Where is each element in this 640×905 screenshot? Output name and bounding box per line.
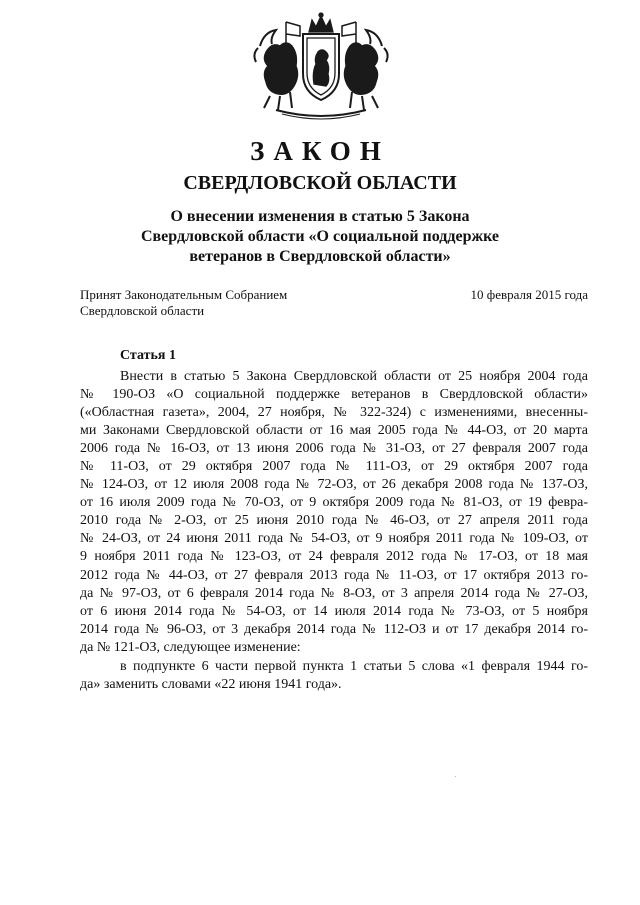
law-heading [120, 207, 520, 267]
region-subtitle: СВЕРДЛОВСКОЙ ОБЛАСТИ [183, 172, 457, 194]
paragraph-line: да № 97-ОЗ, от 6 февраля 2014 года № 8-ОЗ, от 3 апреля 2014 года № 27-ОЗ, [80, 585, 588, 601]
paragraph-line: 9 ноября 2011 года № 123-ОЗ, от 24 февраля 2012 года № 17-ОЗ, от 18 мая [80, 549, 588, 565]
paragraph-line: от 6 июня 2014 года № 54-ОЗ, от 14 июля 2014 года № 73-ОЗ, от 5 ноября [80, 603, 588, 619]
paragraph-line: № 124-ОЗ, от 12 июля 2008 года № 72-ОЗ, от 26 декабря 2008 года № 137-ОЗ, [80, 477, 588, 493]
paragraph-line: № 190-ОЗ «О социальной поддержке ветеранов в Свердловской области» [80, 387, 588, 403]
amendment-line: да» заменить словами «22 июня 1941 года». [80, 677, 342, 693]
paragraph-line: да № 121-ОЗ, следующее изменение: [80, 639, 301, 655]
scan-speck [455, 776, 456, 777]
paragraph-line: 2010 года № 2-ОЗ, от 25 июня 2010 года № 46-ОЗ, от 27 апреля 2011 года [80, 513, 588, 529]
law-heading-line: О внесении изменения в статью 5 Закона [170, 208, 470, 225]
article-title: Статья 1 [120, 348, 176, 363]
law-title: ЗАКОН [250, 136, 390, 166]
article-paragraph [80, 368, 588, 657]
paragraph-line: № 11-ОЗ, от 29 октября 2007 года № 111-ОЗ, от 29 октября 2007 года [80, 459, 588, 475]
paragraph-line: ми Законами Свердловской области от 16 мая 2005 года № 44-ОЗ, от 20 марта [80, 423, 588, 439]
paragraph-line: 2012 года № 44-ОЗ, от 27 февраля 2013 года № 11-ОЗ, от 17 октября 2013 го- [80, 567, 588, 583]
paragraph-line: от 16 июля 2009 года № 70-ОЗ, от 9 октября 2009 года № 81-ОЗ, от 19 февра- [80, 495, 588, 511]
paragraph-line: Внести в статью 5 Закона Свердловской области от 25 ноября 2004 года [120, 369, 588, 384]
adopted-by [80, 287, 300, 319]
law-heading-line: ветеранов в Свердловской области» [189, 248, 451, 265]
adopted-by-line: Принят Законодательным Собранием [80, 287, 288, 302]
paragraph-line: 2014 года № 96-ОЗ, от 3 декабря 2014 года № 112-ОЗ и от 17 декабря 2014 го- [80, 621, 588, 637]
paragraph-line: («Областная газета», 2004, 27 ноября, № 322-324) с изменениями, внесенны- [80, 405, 588, 421]
amendment-paragraph [80, 658, 588, 694]
adopted-date: 10 февраля 2015 года [470, 287, 588, 302]
amendment-line: в подпункте 6 части первой пункта 1 статьи 5 слова «1 февраля 1944 го- [120, 659, 588, 674]
law-heading-line: Свердловской области «О социальной поддержке [140, 228, 500, 245]
paragraph-line: № 24-ОЗ, от 24 июня 2011 года № 54-ОЗ, от 9 ноября 2011 года № 109-ОЗ, от [80, 531, 588, 547]
paragraph-line: 2006 года № 16-ОЗ, от 13 июня 2006 года № 31-ОЗ, от 27 февраля 2007 года [80, 441, 588, 457]
adopted-by-line: Свердловской области [80, 303, 205, 318]
coat-of-arms-emblem [246, 12, 396, 120]
